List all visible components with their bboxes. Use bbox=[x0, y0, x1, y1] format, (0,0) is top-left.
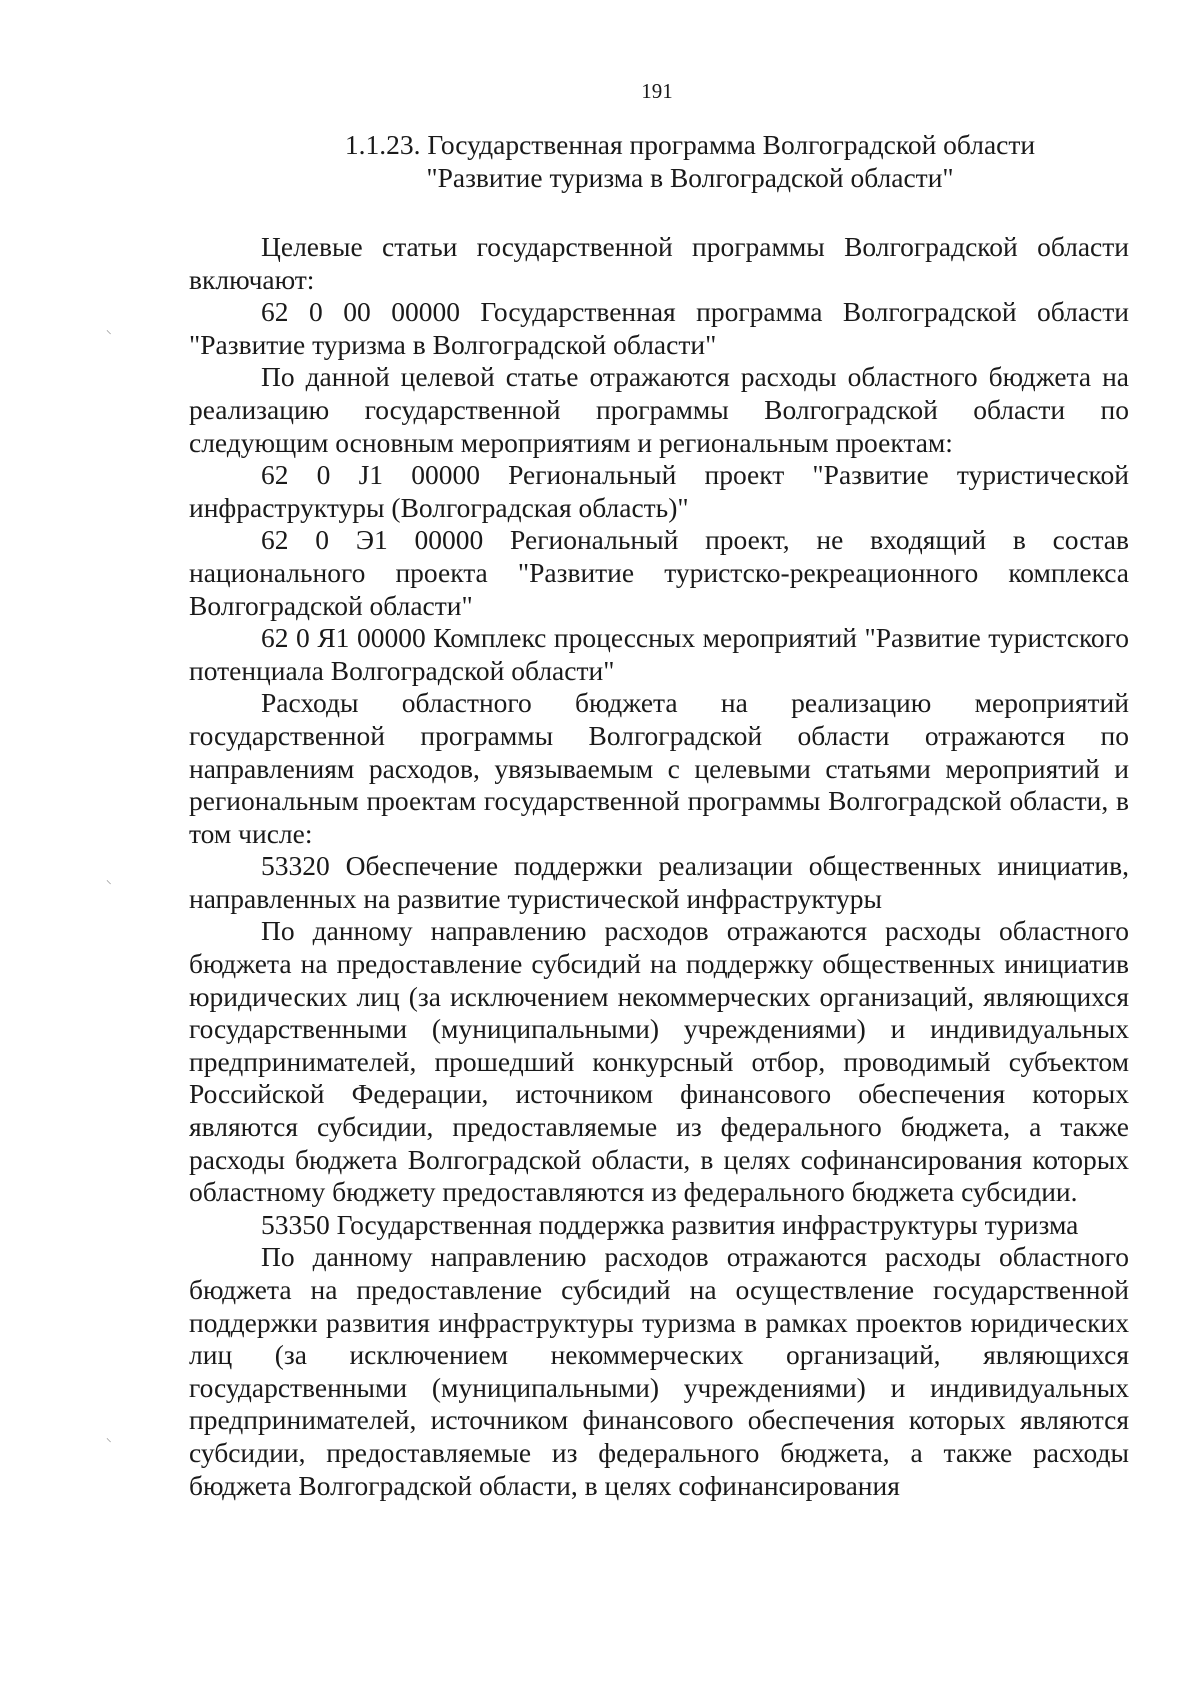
paragraph: 62 0 Э1 00000 Региональный проект, не входящий в состав национального проекта "Развитие туристско-рекреационного комплекса Волгоградской области" bbox=[189, 524, 1129, 621]
section-title-line-1: 1.1.23. Государственная программа Волгоградской области bbox=[344, 129, 1036, 160]
scan-mark: ⸌ bbox=[106, 878, 112, 891]
scan-mark: ⸌ bbox=[106, 1436, 112, 1449]
paragraph: 62 0 Я1 00000 Комплекс процессных мероприятий "Развитие туристского потенциала Волгоградской области" bbox=[189, 622, 1129, 686]
paragraph: Расходы областного бюджета на реализацию мероприятий государственной программы Волгоградской области отражаются по направлениям расходов, увязываемым с целевыми статьями мероприятий и региональным проектам государственной программы Волгоградской области, в том числе: bbox=[189, 687, 1129, 849]
paragraph: 62 0 J1 00000 Региональный проект "Развитие туристической инфраструктуры (Волгоградская область)" bbox=[189, 459, 1129, 523]
scan-mark: ⸌ bbox=[106, 328, 112, 341]
section-title-line-2: "Развитие туризма в Волгоградской области" bbox=[426, 162, 954, 193]
section-title bbox=[330, 128, 1050, 194]
paragraph: 53350 Государственная поддержка развития инфраструктуры туризма bbox=[261, 1208, 1079, 1240]
paragraph: 53320 Обеспечение поддержки реализации общественных инициатив, направленных на развитие туристической инфраструктуры bbox=[189, 850, 1129, 914]
paragraph: Целевые статьи государственной программы Волгоградской области включают: bbox=[189, 231, 1129, 295]
paragraph: 62 0 00 00000 Государственная программа Волгоградской области "Развитие туризма в Волгоградской области" bbox=[189, 296, 1129, 360]
paragraph: По данной целевой статье отражаются расходы областного бюджета на реализацию государственной программы Волгоградской области по следующим основным мероприятиям и региональным проектам: bbox=[189, 361, 1129, 458]
paragraph: По данному направлению расходов отражаются расходы областного бюджета на предоставление субсидий на осуществление государственной поддержки развития инфраструктуры туризма в рамках проектов юридических лиц (за исключением некоммерческих организаций, являющихся государственными (муниципальными) учреждениями) и индивидуальных предпринимателей, источником финансового обеспечения которых являются субсидии, предоставляемые из федерального бюджета, а также расходы бюджета Волгоградской области, в целях софинансирования bbox=[189, 1241, 1129, 1501]
document-body bbox=[189, 231, 1129, 1502]
page-number: 191 bbox=[641, 79, 673, 103]
paragraph: По данному направлению расходов отражаются расходы областного бюджета на предоставление субсидий на поддержку общественных инициатив юридических лиц (за исключением некоммерческих организаций, являющихся государственными (муниципальными) учреждениями) и индивидуальных предпринимателей, прошедший конкурсный отбор, проводимый субъектом Российской Федерации, источником финансового обеспечения которых являются субсидии, предоставляемые из федерального бюджета, а также расходы бюджета Волгоградской области, в целях софинансирования которых областному бюджету предоставляются из федерального бюджета субсидии. bbox=[189, 915, 1129, 1208]
